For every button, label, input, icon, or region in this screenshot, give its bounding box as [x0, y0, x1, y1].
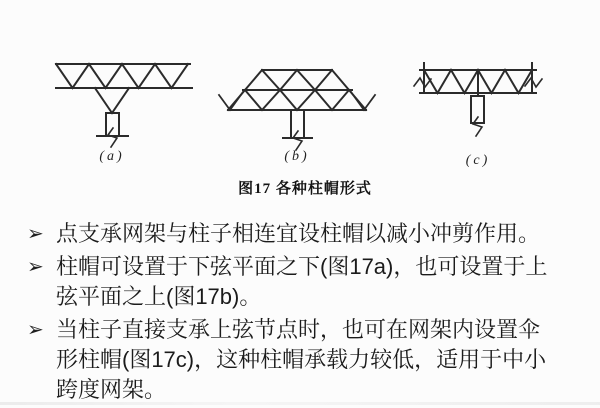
bullet-3-line-3: 跨度网架。 — [56, 377, 167, 402]
figure-caption: 图17 各种柱帽形式 — [238, 181, 372, 197]
diagram-b-truss — [219, 70, 375, 150]
bullet-arrow-icon: ➢ — [27, 223, 44, 245]
bullet-3-line-1: 当柱子直接支承上弦节点时，也可在网架内设置伞 — [56, 317, 541, 342]
diagram-a-truss — [56, 64, 192, 147]
diagram-a-label: (a) — [99, 149, 125, 164]
diagram-c-label: (c) — [465, 153, 491, 168]
bullet-1-line-1: 点支承网架与柱子相连宜设柱帽以减小冲剪作用。 — [56, 221, 541, 246]
bullet-2-line-1: 柱帽可设置于下弦平面之下(图17a)，也可设置于上 — [56, 254, 548, 279]
bullet-arrow-icon: ➢ — [27, 256, 44, 278]
bullet-item-3 — [27, 315, 589, 405]
diagram-b-label: (b) — [284, 149, 310, 164]
bullet-2-line-2: 弦平面之上(图17b)。 — [56, 284, 262, 309]
bullet-3-line-2: 形柱帽(图17c)，这种柱帽承载力较低，适用于中小 — [56, 347, 547, 372]
diagram-c-truss — [414, 63, 542, 136]
bullet-item-1 — [27, 219, 589, 249]
bullet-arrow-icon: ➢ — [27, 319, 44, 341]
bullet-list — [27, 219, 589, 408]
bullet-item-2 — [27, 252, 589, 312]
